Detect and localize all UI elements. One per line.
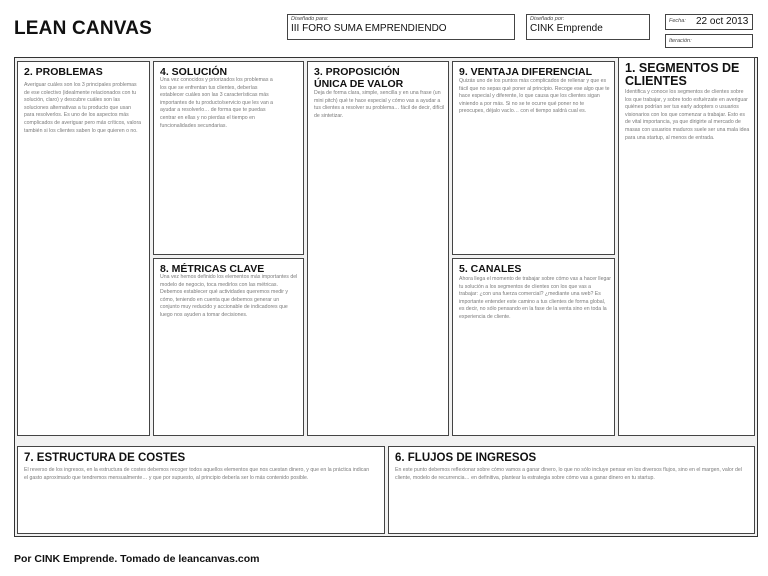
block-revenue-streams-text: En este punto debemos reflexionar sobre cómo vamos a ganar dinero, lo que no sólo incluye pensar en los diversos flujos, sino en el margen, valor del cliente, modelo de recurrencia… en definitiva, plantear la estrategia sobre cómo vas a ganar dinero en tu startup. (395, 467, 742, 481)
block-uvp-title (314, 66, 403, 90)
footer-credit: Por CINK Emprende. Tomado de leancanvas.com (14, 553, 260, 565)
designed-by-value: CINK Emprende (530, 23, 603, 34)
block-uvp-title-line2: ÚNICA DE VALOR (314, 78, 404, 90)
block-channels (452, 258, 615, 436)
block-cost-structure (17, 446, 385, 534)
block-uvp-text: Deja de forma clara, simple, sencilla y en una frase (un mini pitch) qué te hace especial y cómo vas a ayudar a tus clientes a resolver su problema… fácil de decir, difícil de sintetizar. (314, 90, 445, 119)
block-solution-text: Una vez conocidos y priorizados los problemas a los que se enfrentan tus clientes, deberías establecer cuáles son las 3 características más importantes de tu producto/servicio que les van a ayudar a resolverlo… de forma que te puedas centrar en ellas y no pierdas el tiempo en funcionalidades secundarias. (160, 77, 274, 129)
block-unfair-advantage (452, 61, 615, 255)
designed-by-label: Diseñado por: (530, 16, 565, 22)
date-label: Fecha: (669, 18, 686, 24)
block-cost-structure-text: El reverso de los ingresos, en la estructura de costes debemos recoger todos aquellos elementos que nos cuestan dinero, y que en la práctica indican el gasto aproximado que tendremos mensualmente… y que por supuesto, al principio debería ser lo más contenido posible. (24, 467, 370, 481)
block-unfair-advantage-title: 9. VENTAJA DIFERENCIAL (459, 66, 593, 78)
block-unique-value-proposition (307, 61, 449, 436)
block-solution (153, 61, 304, 255)
iteration-label: Iteración: (669, 38, 692, 44)
designed-for-label: Diseñado para: (291, 16, 329, 22)
block-revenue-streams (388, 446, 755, 534)
block-uvp-title-line1: 3. PROPOSICIÓN (314, 66, 400, 78)
designed-by-field (526, 14, 650, 40)
block-customer-segments-title (625, 62, 739, 88)
block-customer-segments-title-line2: CLIENTES (625, 74, 687, 88)
date-field (665, 14, 753, 30)
designed-for-value: III FORO SUMA EMPRENDIENDO (291, 23, 447, 34)
block-unfair-advantage-text: Quizás uno de los puntos más complicados de rellenar y que es fácil que no sepas qué poner al principio. Recoge ese algo que te hace especial y diferente, lo que causa que los clientes sigan viniendo a por más. Si no se te ocurre qué poner no te preocupes, déjalo vacío… con el tiempo saldrá cual es. (459, 78, 610, 115)
block-key-metrics (153, 258, 304, 436)
block-customer-segments-title-line1: 1. SEGMENTOS DE (625, 61, 740, 75)
block-customer-segments-text: Identifica y conoce los segmentos de clientes sobre los que trabajar, y sobre todo esfuérzate en averiguar quiénes podrían ser tus early adopters o usuarios visionarios con los que comenzar a trabajar. Esto es de vital importancia, ya que dirigirte al mercado de masas con usuarios maduros suele ser una mala idea para una startup, al menos de entrada. (625, 89, 750, 141)
designed-for-field (287, 14, 515, 40)
block-channels-title: 5. CANALES (459, 263, 522, 275)
date-value: 22 oct 2013 (696, 16, 749, 27)
iteration-field (665, 34, 753, 48)
block-problems-text: Averiguar cuáles son los 3 principales problemas de ese colectivo (idealmente relacionados con tu solución, claro) y descubre cuáles son las soluciones alternativas a tu producto que usan para resolverlos. Es uno de los aspectos más complicados de averiguar pero más críticos, valora también si los clientes saben lo que quieren o no. (24, 82, 142, 134)
block-solution-title: 4. SOLUCIÓN (160, 66, 228, 78)
canvas-title: LEAN CANVAS (14, 18, 153, 39)
block-problems-title: 2. PROBLEMAS (24, 66, 103, 78)
block-problems (17, 61, 150, 436)
block-key-metrics-text: Una vez hemos definido los elementos más importantes del modelo de negocio, toca medirlos con las métricas. Debemos establecer qué actividades queremos medir y cómo, teniendo en cuenta que debemos generar un conjunto muy reducido y accionable de indicadores que luego nos ayuden a tomar decisiones. (160, 274, 298, 318)
block-key-metrics-title: 8. MÉTRICAS CLAVE (160, 263, 265, 275)
block-channels-text: Ahora llega el momento de trabajar sobre cómo vas a hacer llegar tu solución a los segmentos de clientes con los que vas a trabajar: ¿con una fuerza comercial? ¿mediante una web? Es importante entender este camino a tus clientes de forma global, es decir, no sólo pensando en la fase de la venta sino en toda la experiencia de cliente. (459, 276, 611, 320)
block-customer-segments (618, 57, 755, 436)
block-cost-structure-title: 7. ESTRUCTURA DE COSTES (24, 452, 186, 464)
block-revenue-streams-title: 6. FLUJOS DE INGRESOS (395, 452, 537, 464)
